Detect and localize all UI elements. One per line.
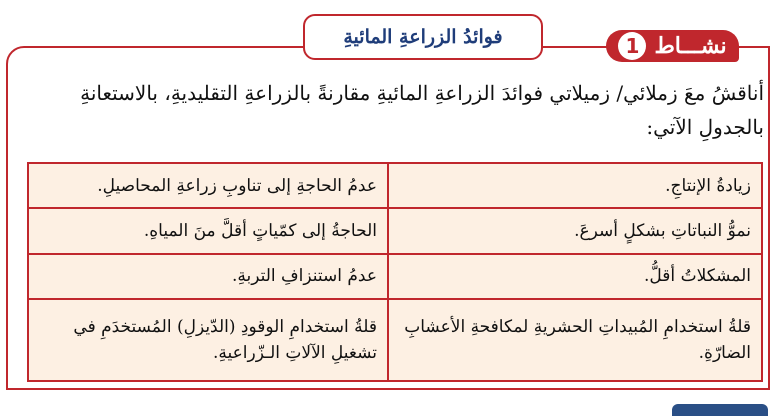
page-title [303,14,543,60]
page-title-text: فوائدُ الزراعةِ المائيةِ [343,26,503,48]
table-row [28,163,762,208]
intro-paragraph: أناقشُ معَ زملائي/ زميلاتي فوائدَ الزراعةِ المائيةِ مقارنةً بالزراعةِ التقليديةِ، بالاستعانةِ بالجدولِ الآتي: [80,81,764,139]
table-cell: عدمُ الحاجةِ إلى تناوبِ زراعةِ المحاصيلِ. [28,163,388,208]
table-cell: عدمُ استنزافِ التربةِ. [28,254,388,299]
table-row [28,299,762,381]
activity-number: 1 [618,32,646,60]
next-section-tab [672,404,768,416]
table-row [28,254,762,299]
table-cell: المشكلاتُ أقلُّ. [388,254,762,299]
table-cell: الحاجةُ إلى كمّياتٍ أقلَّ منَ المياهِ. [28,208,388,253]
table-cell: قلةُ استخدامِ الوقودِ (الدّيزلِ) المُستخدَمِ في تشغيلِ الآلاتِ الـزّراعيةِ. [28,299,388,381]
benefits-table [27,162,763,382]
table-cell: قلةُ استخدامِ المُبيداتِ الحشريةِ لمكافحةِ الأعشابِ الضارّةِ. [388,299,762,381]
activity-label: نشـــاط [654,33,727,59]
activity-badge [606,30,739,62]
table-cell: زيادةُ الإنتاجِ. [388,163,762,208]
table-row [28,208,762,253]
table-cell: نموُّ النباتاتِ بشكلٍ أسرعَ. [388,208,762,253]
